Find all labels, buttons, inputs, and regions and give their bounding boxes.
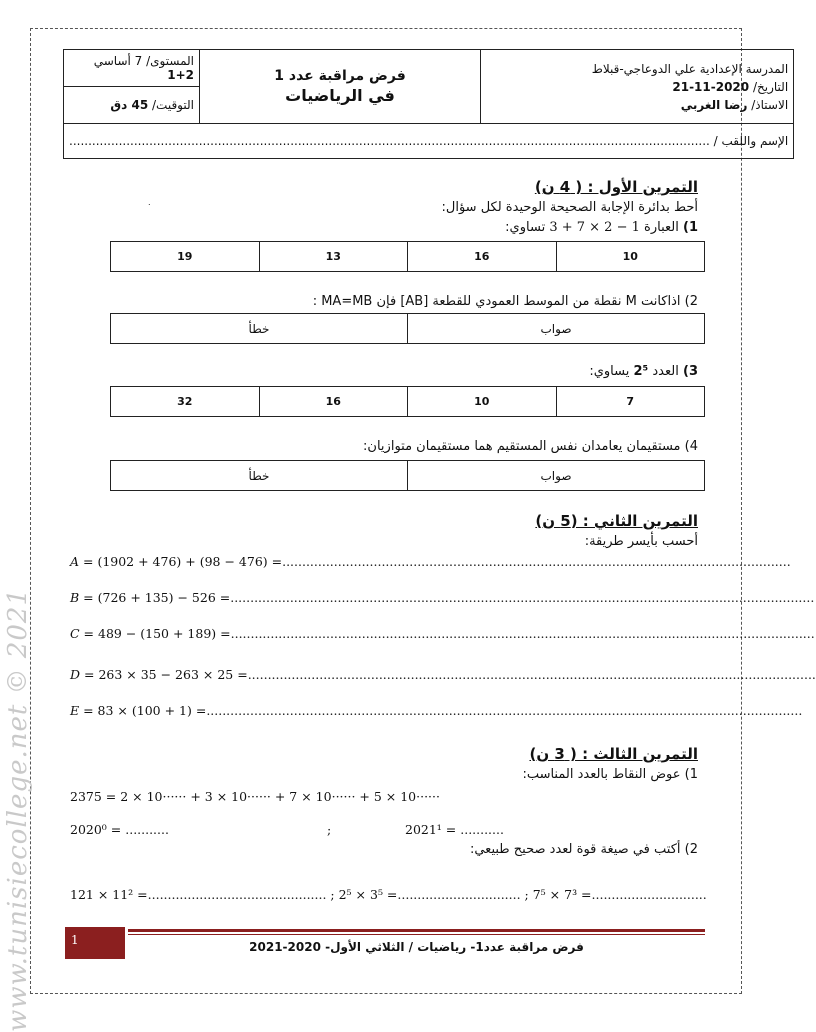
- ex3-question1: 1) عوض النقاط بالعدد المناسب:: [522, 767, 698, 782]
- duration-cell: التوقيت/ 45 دق: [64, 87, 200, 124]
- student-name-field[interactable]: الإسم واللقب / ........................................................................................................................................................................: [64, 124, 794, 159]
- footer-rule: [128, 929, 705, 932]
- q4-choice-true[interactable]: صواب: [408, 461, 705, 491]
- ex3-question2: 2) أكتب في صيغة قوة لعدد صحيح طبيعي:: [469, 842, 698, 857]
- q1-choice-13[interactable]: 13: [259, 242, 408, 272]
- footer-text: فرض مراقبة عدد1- رياضيات / الثلاثي الأول- 2020-2021: [249, 940, 584, 954]
- page-number: 1: [65, 927, 125, 959]
- expr-c: C = 489 − (150 + 189) =...................................................................................................................................................: [70, 626, 815, 641]
- answer-e[interactable]: ......................................................................................................................................................: [206, 703, 803, 718]
- ex3-q1-power1[interactable]: 2021¹ = ...........: [405, 822, 504, 837]
- expr-b: B = (726 + 135) − 526 =...................................................................................................................................................: [70, 590, 815, 605]
- q1-choices: [110, 241, 705, 272]
- expr-a: A = (1902 + 476) + (98 − 476) =................................................................................................................................: [70, 554, 791, 569]
- footer-rule-thin: [128, 934, 705, 935]
- q3-choice-10[interactable]: 10: [408, 387, 557, 417]
- watermark: [0, 587, 38, 1032]
- level-cell: المستوى/ 7 أساسي 1+2: [64, 50, 200, 87]
- teacher-name: رضا الغربي: [680, 97, 748, 112]
- question4: 4) مستقيمان يعامدان نفس المستقيم هما مستقيمان متوازيان:: [363, 439, 698, 454]
- question2: 2) اذاكانت M نقطة من الموسط العمودي للقطعة [AB] فإن MA=MB :: [312, 294, 698, 309]
- question1: 1) العبارة 3 + 7 × 2 − 1 تساوي:: [505, 220, 698, 235]
- q3-choice-32[interactable]: 32: [111, 387, 260, 417]
- exam-title: فرض مراقبة عدد 1: [274, 68, 406, 84]
- duration-value: 45 دق: [110, 98, 149, 112]
- q3-choice-16[interactable]: 16: [259, 387, 408, 417]
- q4-choice-false[interactable]: خطأ: [111, 461, 408, 491]
- ex3-q1-power0[interactable]: 2020⁰ = ...........: [70, 822, 169, 837]
- answer-c[interactable]: ...................................................................................................................................................: [230, 626, 815, 641]
- stray-dot: .: [148, 198, 151, 207]
- exercise2-title: التمرين الثاني : (5 ن): [535, 512, 698, 530]
- q1-choice-10[interactable]: 10: [556, 242, 705, 272]
- exercise1-instruction: أحط بدائرة الإجابة الصحيحة الوحيدة لكل سؤال:: [441, 200, 698, 215]
- q3-choices: [110, 386, 705, 417]
- q2-choice-false[interactable]: خطأ: [111, 314, 408, 344]
- q4-choices: [110, 460, 705, 491]
- q3-choice-7[interactable]: 7: [556, 387, 705, 417]
- exam-date: 2020-11-21: [672, 79, 750, 94]
- expr-e: E = 83 × (100 + 1) =......................................................................................................................................................: [70, 703, 803, 718]
- q1-choice-16[interactable]: 16: [408, 242, 557, 272]
- exercise3-title: التمرين الثالث : ( 3 ن): [529, 745, 698, 763]
- watermark-text: www.tunisiecollege.net © 2021: [3, 587, 33, 1032]
- question3: 3) العدد 2⁵ يساوي:: [589, 364, 698, 379]
- exercise1-title: التمرين الأول : ( 4 ن): [534, 178, 698, 196]
- q2-choices: [110, 313, 705, 344]
- school-name: المدرسة الإعدادية علي الدوعاجي-قبلاط: [591, 61, 789, 76]
- header-table: [63, 49, 794, 159]
- expr-d: D = 263 × 35 − 263 × 25 =...............................................................................................................................................: [70, 667, 816, 682]
- q1-expression: 3 + 7 × 2 − 1: [549, 220, 640, 235]
- ex3-q1-line1[interactable]: 2375 = 2 × 10······ + 3 × 10······ + 7 × 10······ + 5 × 10······: [70, 789, 440, 804]
- school-info-cell: المدرسة الإعدادية علي الدوعاجي-قبلاط التاريخ/ 2020-11-21 الاستاذ/ رضا الغربي: [481, 50, 794, 124]
- exercise2-instruction: أحسب بأيسر طريقة:: [584, 534, 698, 549]
- level-value: 1+2: [167, 68, 194, 82]
- q3-expression: 2⁵: [633, 364, 649, 379]
- answer-d[interactable]: ...............................................................................................................................................: [247, 667, 816, 682]
- ex3-q2-line[interactable]: 121 × 11² =............................................. ; 2⁵ × 3⁵ =............................... ; 7⁵ × 7³ =.............................: [70, 887, 707, 902]
- q1-choice-19[interactable]: 19: [111, 242, 260, 272]
- q2-choice-true[interactable]: صواب: [408, 314, 705, 344]
- answer-a[interactable]: ................................................................................................................................: [282, 554, 791, 569]
- answer-b[interactable]: ...................................................................................................................................................: [230, 590, 815, 605]
- exam-subject: في الرياضيات: [285, 86, 395, 105]
- exam-title-cell: [200, 50, 481, 124]
- separator: ;: [327, 822, 332, 837]
